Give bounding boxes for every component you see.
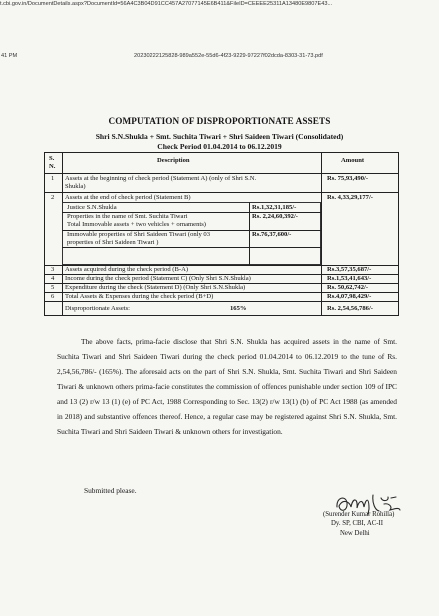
row-number: 1 xyxy=(51,175,55,182)
row-number: 6 xyxy=(51,293,55,300)
row-amount: Rs. 4,33,29,177/- xyxy=(327,194,373,201)
header-sno: N. xyxy=(49,163,56,170)
row-amount: Rs. 75,93,490/- xyxy=(327,175,369,182)
print-time: 41 PM xyxy=(1,53,18,59)
header-amount: Amount xyxy=(341,157,365,164)
row-number: 5 xyxy=(51,284,55,291)
row-amount: Rs. 50,62,742/- xyxy=(327,284,369,291)
header-description: Description xyxy=(157,157,190,164)
signer-place: New Delhi xyxy=(340,530,370,537)
signer-designation: Dy. SP, CBI, AC-II xyxy=(331,520,384,527)
row-number: 2 xyxy=(51,194,55,201)
row-amount: Rs.1,53,41,643/- xyxy=(327,275,372,282)
subtitle-check-period: Check Period 01.04.2014 to 06.12.2019 xyxy=(157,142,282,151)
row-amount: Rs. 2,54,56,786/- xyxy=(327,305,373,312)
page-url: t.cbi.gov.in/DocumentDetails.aspx?DocumentId=56A4C3B04D91CC457A27077145E6B411&FileID=CEEEE25311A13480E9807E43... xyxy=(0,1,333,7)
row-description: Total Assets & Expenses during the check period (B+D) xyxy=(65,293,214,300)
row-description: Income during the check period (Statement C) (Only Shri S.N.Shukla) xyxy=(65,275,251,282)
row-amount: Rs.3,57,35,687/- xyxy=(327,266,372,273)
sub-row-description: Properties in the name of Smt. Suchita Tiwari xyxy=(67,213,188,220)
row-description: Shukla) xyxy=(65,183,86,190)
row-amount: Rs.4,07,98,429/- xyxy=(327,293,372,300)
sub-row-amount: Rs.76,37,600/- xyxy=(252,231,292,238)
row-description: Assets acquired during the check period (B-A) xyxy=(65,266,189,273)
page-title: COMPUTATION OF DISPROPORTIONATE ASSETS xyxy=(108,116,331,126)
body-text: The above facts, prima-facie disclose that Shri S.N. Shukla has acquired assets in the name of Smt. Suchita Tiwari and Shri Saideen Tiwari during the check period 01.04.2014 to 06.12.2019 to the tune of Rs. 2,54,56,786/- (165%). The aforesaid acts on the part of Shri S.N. Shukla, Smt. Suchita Tiwari and Shri Saideen Tiwari & unknown others prima-facie constitutes the commission of offences punishable under section 109 of IPC and 13 (2) r/w 13 (1) (e) of PC Act, 1988 Corresponding to Sec. 13(2) r/w 13(1) (b) of PC Act 1988 (as amended in 2018) and substantive offences thereof. Hence, a regular case may be registered against Shri S.N. Shukla, Smt. Suchita Tiwari and Shri Saideen Tiwari & unknown others for investigation. xyxy=(57,337,397,436)
sub-row-amount: Rs. 2,24,60,392/- xyxy=(252,213,298,220)
sub-row-description: Immovable properties of Shri Saideen Tiwari (only 03 xyxy=(67,231,211,238)
sub-row-amount: Rs.1,32,31,185/- xyxy=(252,204,297,211)
table-divider xyxy=(45,301,398,302)
document-id: 20230222125828-989a552e-55d6-4f23-9229-97227f02dcda-8303-31-73.pdf xyxy=(134,53,323,59)
header-sno: S. xyxy=(49,155,55,162)
table-divider xyxy=(321,153,322,315)
row-number: 3 xyxy=(51,266,55,273)
sub-row-description: properties of Shri Saideen Tiwari ) xyxy=(67,239,159,246)
subtitle-persons: Shri S.N.Shukla + Smt. Suchita Tiwari + Shri Saideen Tiwari (Consolidated) xyxy=(95,132,344,141)
row-description: Expenditure during the check (Statement D) (Only Shri S.N.Shukla) xyxy=(65,284,246,291)
row-description: Assets at the beginning of check period (Statement A) (only of Shri S.N. xyxy=(65,175,257,182)
row-description: Disproportionate Assets: xyxy=(65,305,131,312)
sub-row-description: Justice S.N.Shukla xyxy=(67,204,117,211)
row-description: Assets at the end of check period (Statement B) xyxy=(65,194,191,201)
assets-table xyxy=(44,152,399,316)
table-divider xyxy=(45,192,398,193)
row-percentage: 165% xyxy=(230,305,247,312)
submitted-note: Submitted please. xyxy=(84,486,137,495)
signer-name: (Surender Kumar Rohilla) xyxy=(323,511,395,518)
sub-row-description: Total Immovable assets + two vehicles + ornaments) xyxy=(67,221,206,228)
body-paragraph xyxy=(57,334,397,439)
table-divider xyxy=(45,173,398,174)
table-divider xyxy=(62,247,321,248)
row-number: 4 xyxy=(51,275,55,282)
